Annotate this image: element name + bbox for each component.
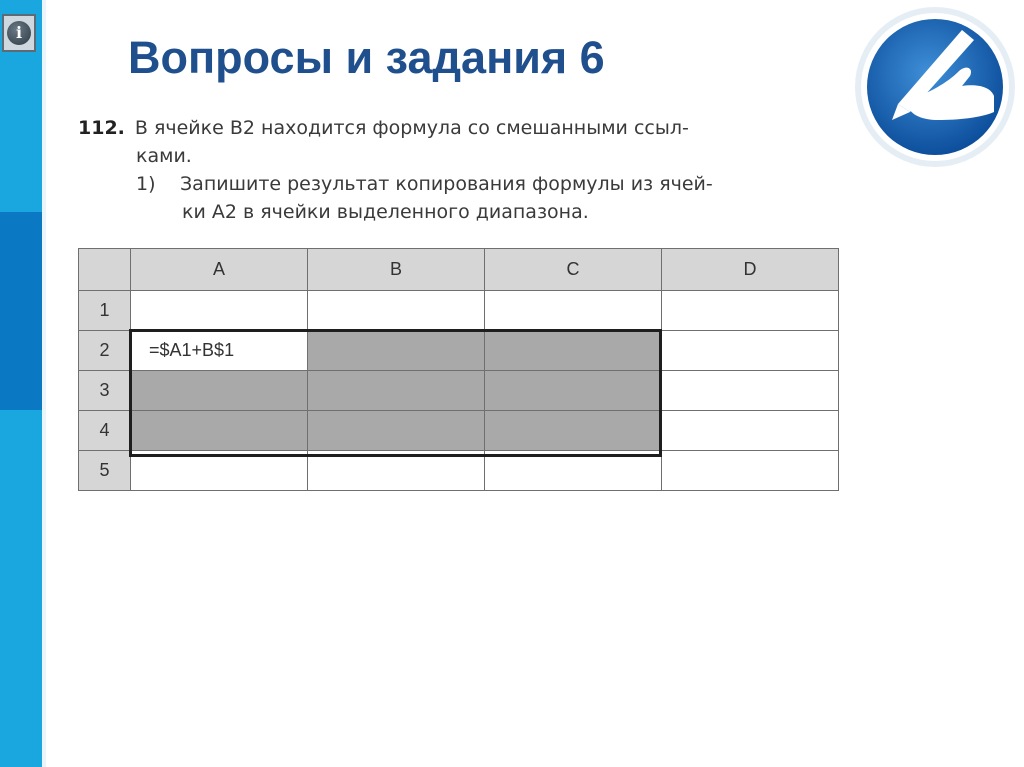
cell-d3 (662, 371, 839, 411)
cell-c4 (485, 411, 662, 451)
task-number: 112. (78, 117, 125, 139)
cell-d5 (662, 451, 839, 491)
column-header: D (662, 249, 839, 291)
cell-b3 (308, 371, 485, 411)
cell-d1 (662, 291, 839, 331)
cell-c5 (485, 451, 662, 491)
cell-c1 (485, 291, 662, 331)
corner-cell (79, 249, 131, 291)
subtask-line: Запишите результат копирования формулы из ячей- (180, 173, 713, 195)
row-header: 5 (79, 451, 131, 491)
task-line: В ячейке В2 находится формула со смешанными ссыл- (134, 117, 689, 139)
pencil-hand-icon (850, 2, 1020, 172)
cell-c3 (485, 371, 662, 411)
row-header: 3 (79, 371, 131, 411)
cell-c2 (485, 331, 662, 371)
cell-b5 (308, 451, 485, 491)
cell-b1 (308, 291, 485, 331)
row-header: 1 (79, 291, 131, 331)
cell-a1 (131, 291, 308, 331)
row-header: 4 (79, 411, 131, 451)
cell-a2-formula: =$A1+B$1 (131, 331, 308, 371)
column-header: C (485, 249, 662, 291)
page-title: Вопросы и задания 6 (128, 32, 605, 83)
info-button[interactable] (2, 14, 36, 52)
task-text (78, 114, 838, 226)
info-icon: i (7, 21, 31, 45)
sidebar-divider (42, 0, 46, 767)
subtask-line: ки А2 в ячейки выделенного диапазона. (182, 201, 589, 223)
spreadsheet-table (78, 248, 839, 491)
column-header: B (308, 249, 485, 291)
task-line: ками. (136, 145, 192, 167)
cell-d4 (662, 411, 839, 451)
row-header: 2 (79, 331, 131, 371)
cell-a3 (131, 371, 308, 411)
cell-a4 (131, 411, 308, 451)
cell-d2 (662, 331, 839, 371)
cell-b2 (308, 331, 485, 371)
sidebar-accent (0, 212, 42, 410)
subtask-number: 1) (136, 173, 156, 195)
column-header: A (131, 249, 308, 291)
cell-a5 (131, 451, 308, 491)
cell-b4 (308, 411, 485, 451)
